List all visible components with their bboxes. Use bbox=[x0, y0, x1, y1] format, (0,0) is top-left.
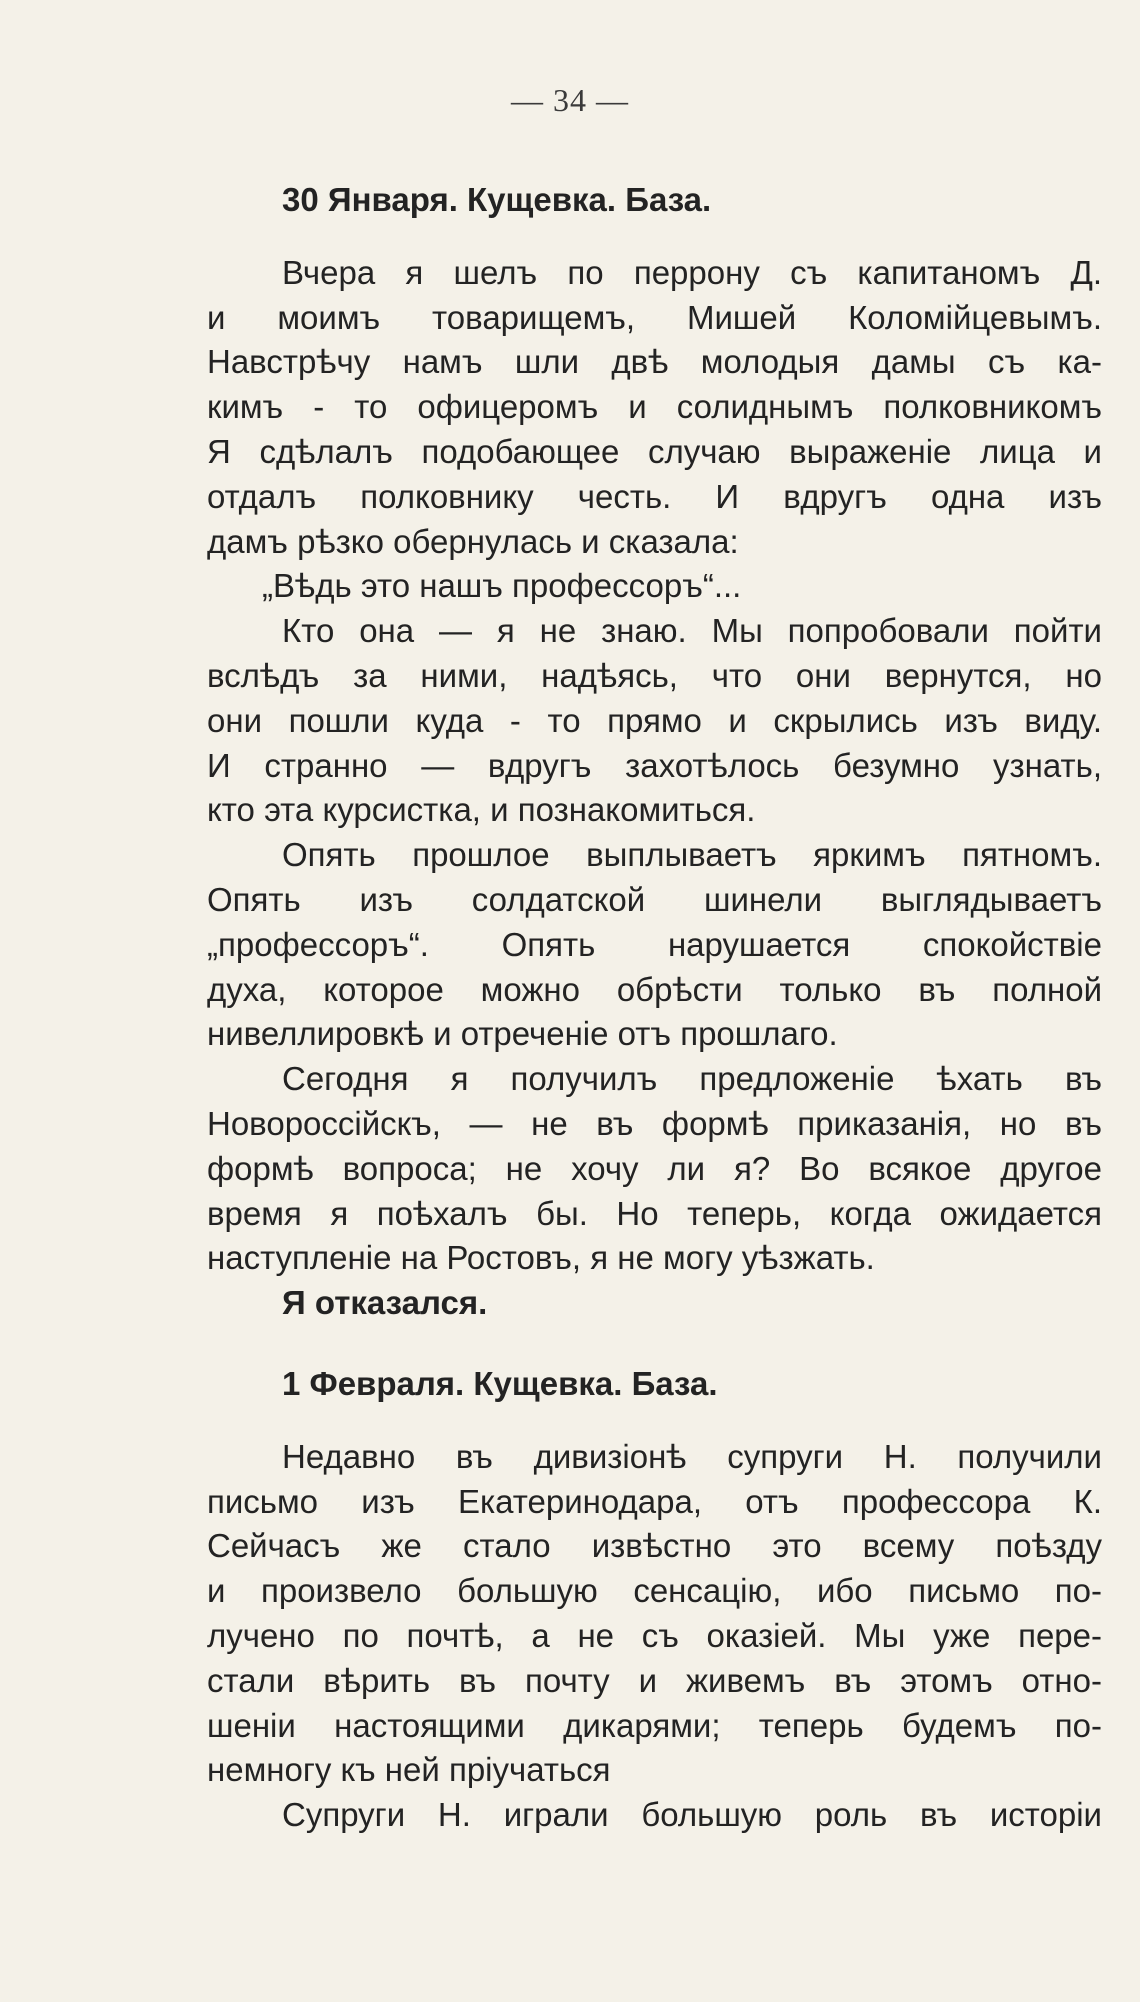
text-line: Я отказался. bbox=[282, 1284, 488, 1322]
text-line: отдалъ полковнику честь. И вдругъ одна изъ bbox=[207, 477, 1102, 515]
text-line: они пошли куда - то прямо и скрылись изъ виду. bbox=[207, 701, 1102, 739]
quote-line: „Вѣдь это нашъ профессоръ“... bbox=[262, 567, 742, 605]
text-line: Сейчасъ же стало извѣстно это всему поѣзду bbox=[207, 1527, 1102, 1565]
text-line: Супруги Н. играли большую роль въ исторіи bbox=[282, 1796, 1102, 1834]
text-line: кто эта курсистка, и познакомиться. bbox=[207, 791, 756, 829]
text-line: письмо изъ Екатеринодара, отъ профессора К. bbox=[207, 1482, 1102, 1520]
text-line: Недавно въ дивизіонѣ супруги Н. получили bbox=[282, 1437, 1102, 1475]
text-line: вслѣдъ за ними, надѣясь, что они вернутся, но bbox=[207, 656, 1102, 694]
text-line: и произвело большую сенсацію, ибо письмо по- bbox=[207, 1572, 1102, 1610]
entry-january-30 bbox=[207, 178, 1102, 1326]
text-line: Сегодня я получилъ предложеніе ѣхать въ bbox=[282, 1060, 1102, 1098]
text-line: дамъ рѣзко обернулась и сказала: bbox=[207, 522, 739, 560]
text-line: и моимъ товарищемъ, Мишей Коломійцевымъ. bbox=[207, 298, 1102, 336]
text-line: Опять изъ солдатской шинели выглядываетъ bbox=[207, 880, 1102, 918]
text-line: немногу къ ней пріучаться bbox=[207, 1751, 611, 1789]
text-line: стали вѣрить въ почту и живемъ въ этомъ отно- bbox=[207, 1661, 1102, 1699]
text-line: „профессоръ“. Опять нарушается спокойствіе bbox=[207, 925, 1102, 963]
text-line: духа, которое можно обрѣсти только въ полной bbox=[207, 970, 1102, 1008]
spacer bbox=[207, 1407, 1102, 1435]
text-line: Вчера я шелъ по перрону съ капитаномъ Д. bbox=[282, 253, 1102, 291]
text-line: Опять прошлое выплываетъ яркимъ пятномъ. bbox=[282, 836, 1102, 874]
spacer bbox=[207, 223, 1102, 251]
text-line: Навстрѣчу намъ шли двѣ молодыя дамы съ ка- bbox=[207, 343, 1102, 381]
text-line: лучено по почтѣ, а не съ оказіей. Мы уже пере- bbox=[207, 1616, 1102, 1654]
text-line: И странно — вдругъ захотѣлось безумно узнать, bbox=[207, 746, 1102, 784]
text-line: Новороссійскъ, — не въ формѣ приказанія, но въ bbox=[207, 1104, 1102, 1142]
text-line: кимъ - то офицеромъ и солиднымъ полковникомъ bbox=[207, 388, 1102, 426]
text-line: Я сдѣлалъ подобающее случаю выраженіе лица и bbox=[207, 432, 1102, 470]
text-line: нивеллировкѣ и отреченіе отъ прошлаго. bbox=[207, 1015, 838, 1053]
entry-heading: 1 Февраля. Кущевка. База. bbox=[282, 1365, 718, 1402]
text-line: наступленіе на Ростовъ, я не могу уѣзжать. bbox=[207, 1239, 875, 1277]
text-line: формѣ вопроса; не хочу ли я? Во всякое другое bbox=[207, 1149, 1102, 1187]
text-line: время я поѣхалъ бы. Но теперь, когда ожидается bbox=[207, 1194, 1102, 1232]
text-line: шеніи настоящими дикарями; теперь будемъ по- bbox=[207, 1706, 1102, 1744]
entry-february-1 bbox=[207, 1362, 1102, 1838]
page-number: — 34 — bbox=[511, 82, 629, 118]
entry-heading: 30 Января. Кущевка. База. bbox=[282, 181, 712, 218]
text-line: Кто она — я не знаю. Мы попробовали пойти bbox=[282, 612, 1102, 650]
